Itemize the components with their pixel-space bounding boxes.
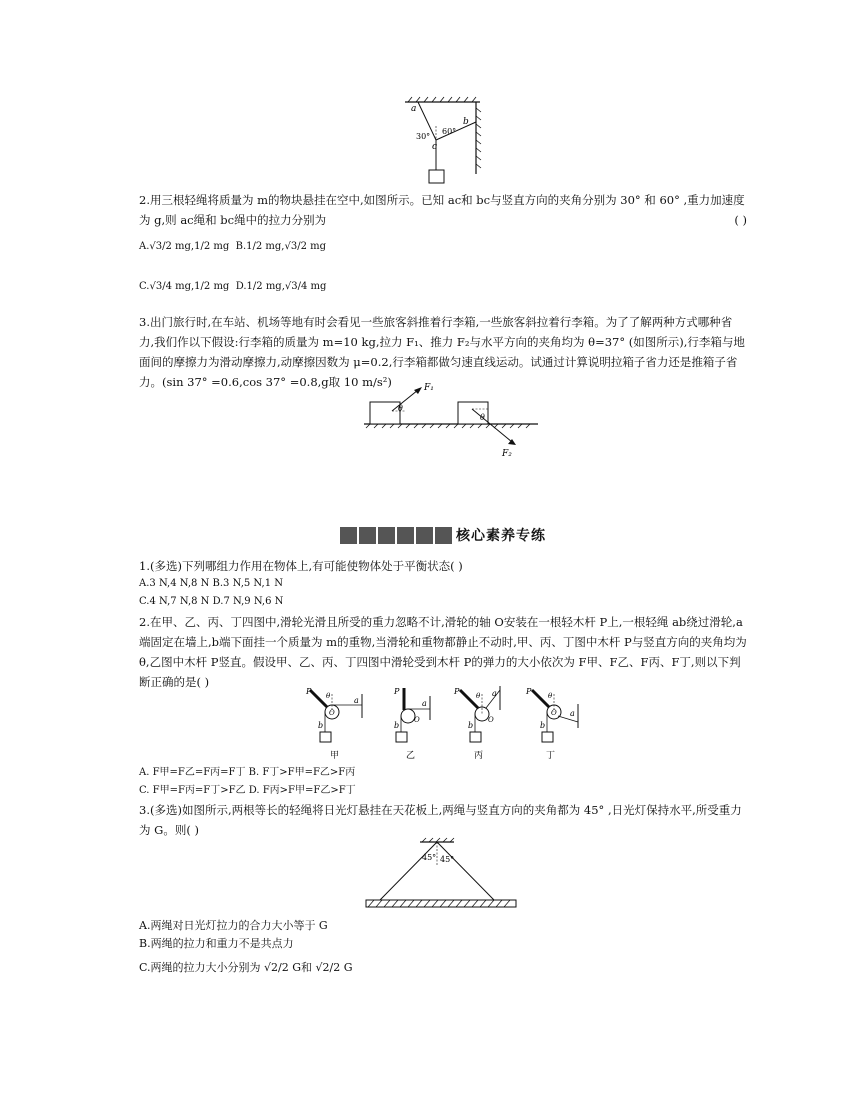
section-title: 核心素养专练	[456, 528, 546, 544]
s1-options-line2: C.4 N,7 N,8 N D.7 N,9 N,6 N	[139, 596, 284, 607]
pulley-ding-p: P	[526, 687, 532, 696]
q2-fig-label-30: 30°	[416, 132, 431, 141]
section-header	[340, 524, 546, 546]
q3-fig-label-theta1: θ	[398, 404, 403, 413]
pulley-yi-o: O	[414, 716, 420, 724]
pulley-ding-a: a	[570, 709, 575, 718]
q2-fig-label-c: c	[432, 142, 438, 152]
pulley-caption-yi: 乙	[406, 751, 416, 761]
q2-option-d: D.1/2 mg,√3/4 mg	[235, 281, 327, 292]
pulley-ding-b: b	[540, 721, 546, 730]
s3-option-b: B.两绳的拉力和重力不是共点力	[139, 937, 294, 950]
pulley-jia-a: a	[354, 696, 359, 705]
q3-fig-label-f1: F₁	[424, 383, 434, 393]
pulley-yi-a: a	[422, 699, 427, 708]
pulley-diagram-jia	[305, 687, 362, 761]
q2-text: 2.用三根轻绳将质量为 m的物块悬挂在空中,如图所示。已知 ac和 bc与竖直方向的夹角分别为 30° 和 60° ,重力加速度为 g,则 ac绳和 bc绳中的拉力分别为	[139, 193, 745, 227]
q3-fig-label-theta2: θ	[480, 413, 485, 422]
s3-option-c: C.两绳的拉力大小分别为 √2/2 G和 √2/2 G	[139, 961, 353, 974]
pulley-diagram-yi	[393, 687, 430, 761]
pulley-jia-o: O	[329, 709, 335, 717]
s3-figure	[362, 836, 522, 912]
pulley-bing-o: O	[488, 716, 494, 724]
s1-stem: 1.(多选)下列哪组力作用在物体上,有可能使物体处于平衡状态( )	[139, 559, 463, 573]
pulley-bing-p: P	[454, 687, 460, 696]
s3-stem: 3.(多选)如图所示,两根等长的轻绳将日光灯悬挂在天花板上,两绳与竖直方向的夹角都为 45° ,日光灯保持水平,所受重力为 G。则( )	[139, 803, 742, 837]
q2-figure	[400, 96, 490, 188]
q2-bracket: ( )	[734, 213, 747, 227]
pulley-bing-b: b	[468, 721, 474, 730]
q2-option-a: A.√3/2 mg,1/2 mg	[139, 241, 230, 252]
pulley-jia-theta: θ	[326, 692, 331, 700]
pulley-jia-b: b	[318, 721, 324, 730]
s3-fig-label-right: 45°	[440, 855, 455, 864]
pulley-ding-o: O	[551, 709, 557, 717]
pulley-bing-a: a	[492, 689, 497, 698]
s1-options-line1: A.3 N,4 N,8 N B.3 N,5 N,1 N	[139, 578, 284, 589]
q3-figure	[362, 378, 542, 460]
pulley-bing-theta: θ	[476, 692, 481, 700]
q2-fig-label-60: 60°	[442, 127, 457, 136]
pulley-yi-b: b	[394, 721, 400, 730]
q2-fig-label-b: b	[463, 117, 469, 127]
s2-figure	[300, 684, 590, 764]
q3-fig-label-f2: F₂	[502, 449, 512, 459]
s3-option-a: A.两绳对日光灯拉力的合力大小等于 G	[139, 919, 328, 932]
section-header-blocks	[340, 527, 452, 544]
s2-options-line2: C. F甲=F丙=F丁>F乙 D. F丙>F甲=F乙>F丁	[139, 785, 356, 796]
s2-stem: 2.在甲、乙、丙、丁四图中,滑轮光滑且所受的重力忽略不计,滑轮的轴 O安装在一根轻木杆 P上,一根轻绳 ab绕过滑轮,a端固定在墙上,b端下面挂一个质量为 m的重物,当滑轮和重物都静止不动时,甲、丙、丁图中木杆 P与竖直方向的夹角均为 θ,乙图中木杆 P竖直。假设甲、乙、丙、丁四图中滑轮受到木杆 P的弹力的大小依次为 F甲、F乙、F丙、F丁,则以下判断正确的是( )	[139, 615, 747, 689]
q3-stem: 3.出门旅行时,在车站、机场等地有时会看见一些旅客斜推着行李箱,一些旅客斜拉着行李箱。为了了解两种方式哪种省力,我们作以下假设:行李箱的质量为 m=10 kg,拉力 F₁、推力 F₂与水平方向的夹角均为 θ=37° (如图所示),行李箱与地面间的摩擦力为滑动摩擦力,动摩擦因数为 μ=0.2,行李箱都做匀速直线运动。试通过计算说明拉箱子省力还是推箱子省力。(sin 37° =0.6,cos 37° =0.8,g取 10 m/s²)	[139, 315, 745, 389]
q2-option-b: B.1/2 mg,√3/2 mg	[235, 241, 327, 252]
pulley-yi-p: P	[394, 687, 400, 696]
pulley-diagram-bing	[453, 686, 500, 761]
q2-options-cd	[139, 279, 326, 295]
q2-option-c: C.√3/4 mg,1/2 mg	[139, 281, 230, 292]
pulley-jia-p: P	[306, 687, 312, 696]
s2-options-line1: A. F甲=F乙=F丙=F丁 B. F丁>F甲=F乙>F丙	[139, 767, 356, 778]
pulley-ding-theta: θ	[548, 692, 553, 700]
pulley-caption-ding: 丁	[546, 751, 556, 761]
q2-stem	[139, 190, 747, 230]
q2-options-ab	[139, 239, 326, 255]
pulley-caption-bing: 丙	[474, 751, 484, 761]
pulley-caption-jia: 甲	[330, 751, 340, 761]
pulley-diagram-ding	[525, 687, 578, 761]
q2-fig-label-a: a	[411, 104, 417, 114]
s3-fig-label-left: 45°	[422, 853, 437, 862]
